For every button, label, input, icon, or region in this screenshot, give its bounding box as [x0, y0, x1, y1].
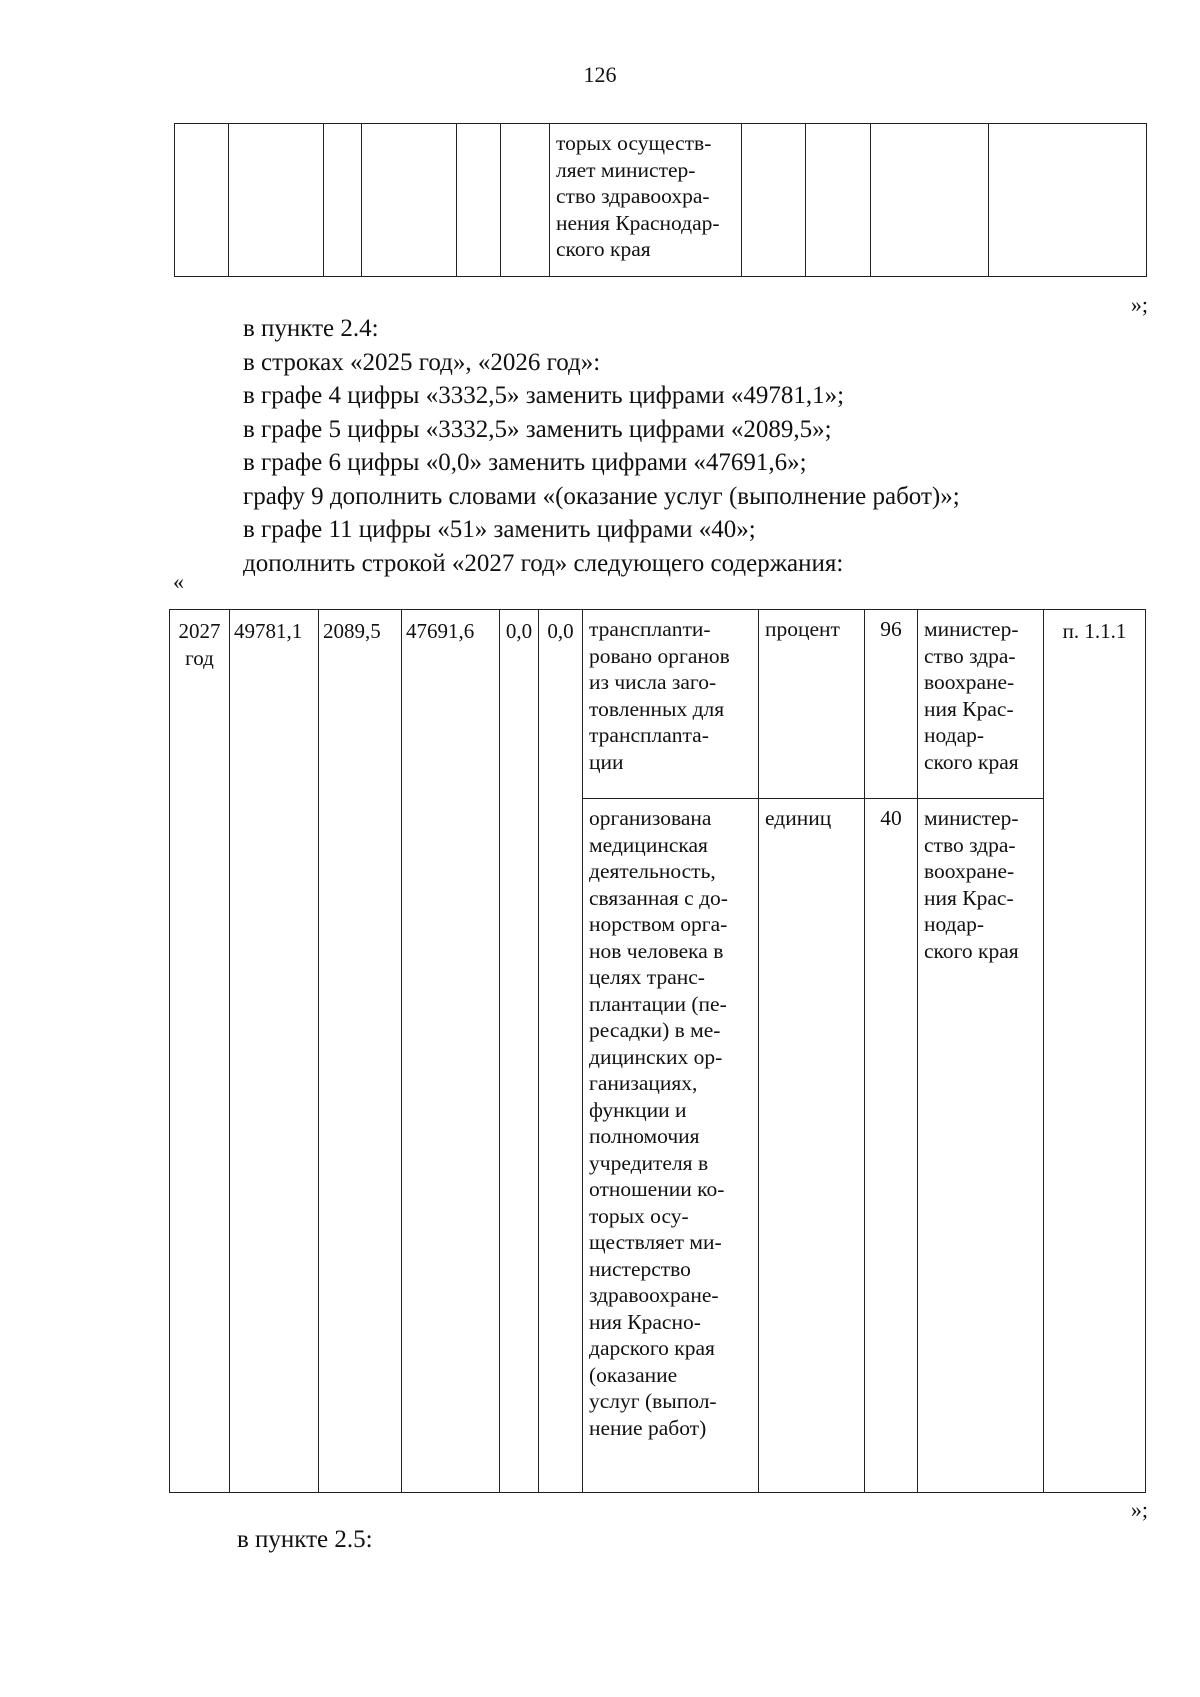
empty-cell	[362, 124, 457, 277]
text-line: ресадки) в ме-	[589, 1018, 721, 1042]
text-line: связанная с до-	[589, 885, 728, 910]
amendment-instructions	[243, 312, 1163, 580]
text-line: отношении ко-	[589, 1177, 725, 1201]
next-item-line: в пункте 2.5:	[237, 1526, 373, 1553]
text-line: ского края	[924, 749, 1019, 774]
text-line: министер-	[924, 806, 1019, 830]
text-line: ровано органов	[589, 643, 730, 668]
federal-cell: 47691,6	[402, 610, 500, 1493]
text-line: торых осу-	[589, 1203, 689, 1228]
text-line: учредителя в	[589, 1150, 709, 1175]
total-cell: 49781,1	[230, 610, 319, 1493]
continuation-table	[174, 123, 1147, 277]
other-cell: 0,0	[539, 610, 583, 1493]
text-line: ского края	[924, 938, 1019, 963]
empty-cell	[501, 124, 550, 277]
closing-quote: »;	[1130, 1497, 1148, 1522]
opening-quote: «	[173, 569, 184, 594]
text-line: ство здравоохра-	[556, 184, 710, 208]
text-line: товленных для	[589, 696, 725, 721]
text-line: год	[185, 646, 214, 670]
text-line: нов человека в	[589, 938, 724, 963]
text-line: ляет министер-	[556, 157, 696, 182]
instruction-line: в графе 4 цифры «3332,5» заменить цифрами «49781,1»;	[243, 382, 845, 409]
text-line: 2027	[178, 619, 221, 643]
text-line: нения Краснодар-	[556, 210, 720, 235]
empty-cell	[742, 124, 806, 277]
indicator-text	[583, 799, 758, 1441]
year-text	[174, 618, 225, 672]
instruction-line: в графе 5 цифры «3332,5» заменить цифрами «2089,5»;	[243, 415, 832, 443]
text-line: ство здра-	[924, 832, 1016, 857]
instruction-line: в графе 11 цифры «51» заменить цифрами «40»;	[243, 516, 756, 543]
value-cell	[865, 610, 918, 799]
empty-cell	[229, 124, 324, 277]
indicator-text	[583, 610, 758, 775]
text-line: целях транс-	[589, 965, 705, 989]
text-line: организована	[589, 806, 712, 830]
year-cell	[170, 610, 230, 1493]
instruction-line: в графе 6 цифры «0,0» заменить цифрами «47691,6»;	[243, 449, 807, 476]
page-number: 126	[583, 62, 617, 87]
text-line: ство здра-	[924, 643, 1016, 668]
text-line: функции и	[589, 1097, 687, 1122]
text-line: ции	[589, 749, 624, 774]
unit-text: единиц	[765, 806, 832, 830]
instruction-line: в пункте 2.4:	[243, 315, 379, 342]
value-text: 96	[880, 617, 902, 641]
task-cell	[550, 124, 742, 277]
executor-text	[918, 610, 1043, 775]
text-line: медицинская	[589, 832, 708, 857]
text-line: деятельность,	[589, 859, 716, 883]
text-line: здравоохране-	[589, 1283, 719, 1307]
text-line: плантации (пе-	[589, 991, 727, 1016]
value-cell	[865, 799, 918, 1493]
local-cell: 0,0	[500, 610, 539, 1493]
value-text: 40	[880, 806, 902, 830]
task-text	[550, 124, 741, 263]
text-line: норством орга-	[589, 912, 728, 936]
text-line: ществляет ми-	[589, 1230, 722, 1254]
text-line: воохране-	[924, 859, 1015, 883]
instruction-line: дополнить строкой «2027 год» следующего содержания:	[243, 549, 844, 577]
text-line: полномочия	[589, 1124, 700, 1148]
unit-cell	[759, 799, 865, 1493]
text-line: ганизациях,	[589, 1071, 698, 1095]
text-line: услуг (выпол-	[589, 1389, 717, 1413]
text-line: ния Красно-	[589, 1309, 701, 1334]
unit-cell	[759, 610, 865, 799]
empty-cell	[806, 124, 871, 277]
text-line: (оказание	[589, 1362, 678, 1387]
closing-quote: »;	[1130, 292, 1148, 317]
text-line: нодар-	[924, 723, 985, 747]
empty-cell	[457, 124, 501, 277]
reference-cell: п. 1.1.1	[1044, 610, 1146, 1493]
text-line: трансплanти-	[589, 617, 711, 641]
text-line: трансплanта-	[589, 723, 709, 747]
regional-cell: 2089,5	[319, 610, 402, 1493]
row-2027-table	[169, 609, 1146, 1493]
text-line: министер-	[924, 617, 1019, 641]
indicator-cell	[583, 799, 759, 1493]
text-line: ского края	[556, 237, 651, 261]
unit-text: процент	[765, 617, 840, 641]
text-line: торых осуществ-	[556, 131, 712, 155]
empty-cell	[871, 124, 989, 277]
text-line: нистерство	[589, 1256, 691, 1281]
text-line: дицинских ор-	[589, 1044, 723, 1069]
executor-cell	[918, 610, 1044, 799]
text-line: ния Крас-	[924, 885, 1014, 910]
text-line: из числа заго-	[589, 670, 717, 694]
executor-cell	[918, 799, 1044, 1493]
text-line: нодар-	[924, 912, 985, 936]
indicator-cell	[583, 610, 759, 799]
text-line: нение работ)	[589, 1415, 707, 1440]
text-line: дарского края	[589, 1336, 715, 1360]
instruction-line: графу 9 дополнить словами «(оказание услуг (выполнение работ)»;	[243, 482, 960, 510]
text-line: воохране-	[924, 670, 1015, 694]
instruction-line: в строках «2025 год», «2026 год»:	[243, 348, 601, 376]
empty-cell	[324, 124, 362, 277]
empty-cell	[989, 124, 1147, 277]
empty-cell	[175, 124, 229, 277]
text-line: ния Крас-	[924, 696, 1014, 721]
executor-text	[918, 799, 1043, 964]
